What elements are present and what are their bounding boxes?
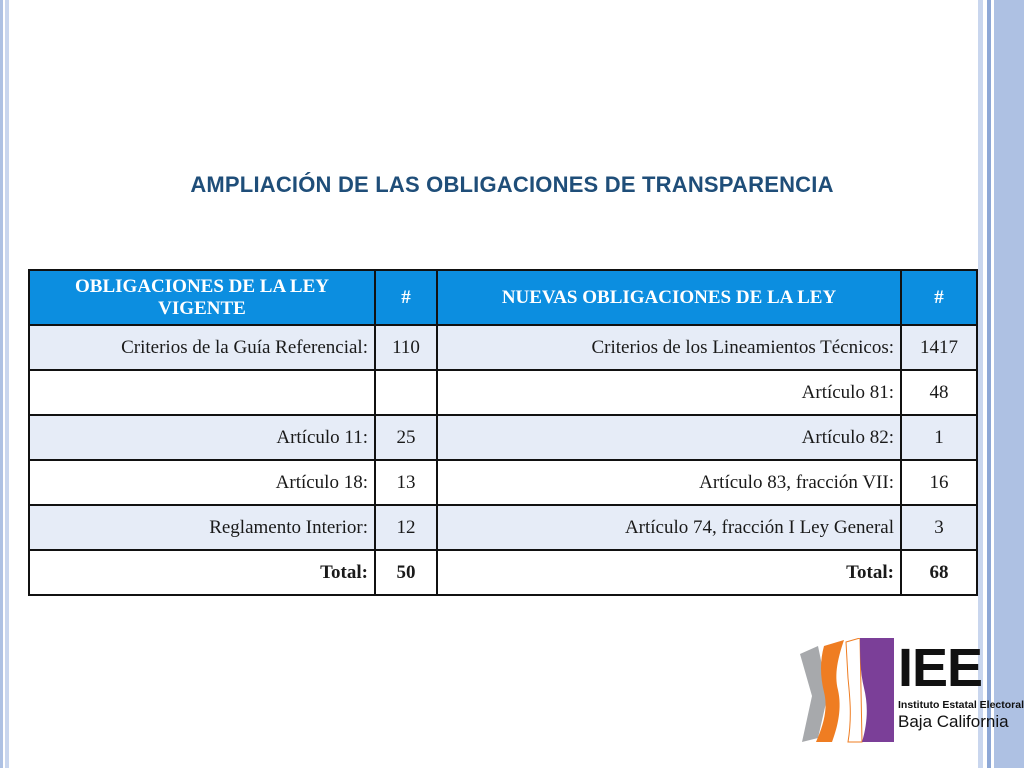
iee-logo-mark-icon xyxy=(798,638,896,744)
cell-new-count: 3 xyxy=(901,505,977,550)
cell-current-count: 12 xyxy=(375,505,437,550)
cell-new-item: Artículo 83, fracción VII: xyxy=(437,460,901,505)
cell-current-item xyxy=(29,370,375,415)
table-total-row xyxy=(29,550,977,595)
cell-new-count: 1 xyxy=(901,415,977,460)
logo-acronym: IEE xyxy=(898,638,983,698)
header-count-current: # xyxy=(375,270,437,325)
cell-total-new: 68 xyxy=(901,550,977,595)
obligations-table xyxy=(28,269,978,596)
cell-current-count: 110 xyxy=(375,325,437,370)
slide-border-left xyxy=(0,0,14,768)
cell-current-item: Reglamento Interior: xyxy=(29,505,375,550)
logo-institute-name: Instituto Estatal Electoral xyxy=(898,699,1024,711)
table-row xyxy=(29,370,977,415)
cell-new-count: 1417 xyxy=(901,325,977,370)
cell-new-count: 48 xyxy=(901,370,977,415)
table-row xyxy=(29,505,977,550)
cell-current-item: Artículo 11: xyxy=(29,415,375,460)
table-header-row xyxy=(29,270,977,325)
cell-current-item: Criterios de la Guía Referencial: xyxy=(29,325,375,370)
cell-current-count: 13 xyxy=(375,460,437,505)
cell-new-count: 16 xyxy=(901,460,977,505)
cell-new-item: Artículo 74, fracción I Ley General xyxy=(437,505,901,550)
cell-new-item: Artículo 82: xyxy=(437,415,901,460)
table-row xyxy=(29,460,977,505)
cell-current-item: Artículo 18: xyxy=(29,460,375,505)
header-current-law: OBLIGACIONES DE LA LEY VIGENTE xyxy=(29,270,375,325)
cell-total-label-new: Total: xyxy=(437,550,901,595)
cell-new-item: Artículo 81: xyxy=(437,370,901,415)
slide-title-text: AMPLIACIÓN DE LAS OBLIGACIONES DE TRANSPARENCIA xyxy=(190,172,834,197)
cell-total-current: 50 xyxy=(375,550,437,595)
table-row xyxy=(29,415,977,460)
cell-current-count: 25 xyxy=(375,415,437,460)
header-new-law: NUEVAS OBLIGACIONES DE LA LEY xyxy=(437,270,901,325)
cell-current-count xyxy=(375,370,437,415)
table-row xyxy=(29,325,977,370)
logo-state-name: Baja California xyxy=(898,712,1009,731)
cell-total-label-current: Total: xyxy=(29,550,375,595)
header-count-new: # xyxy=(901,270,977,325)
slide-title xyxy=(0,172,1024,198)
iee-logo xyxy=(798,638,1024,744)
cell-new-item: Criterios de los Lineamientos Técnicos: xyxy=(437,325,901,370)
